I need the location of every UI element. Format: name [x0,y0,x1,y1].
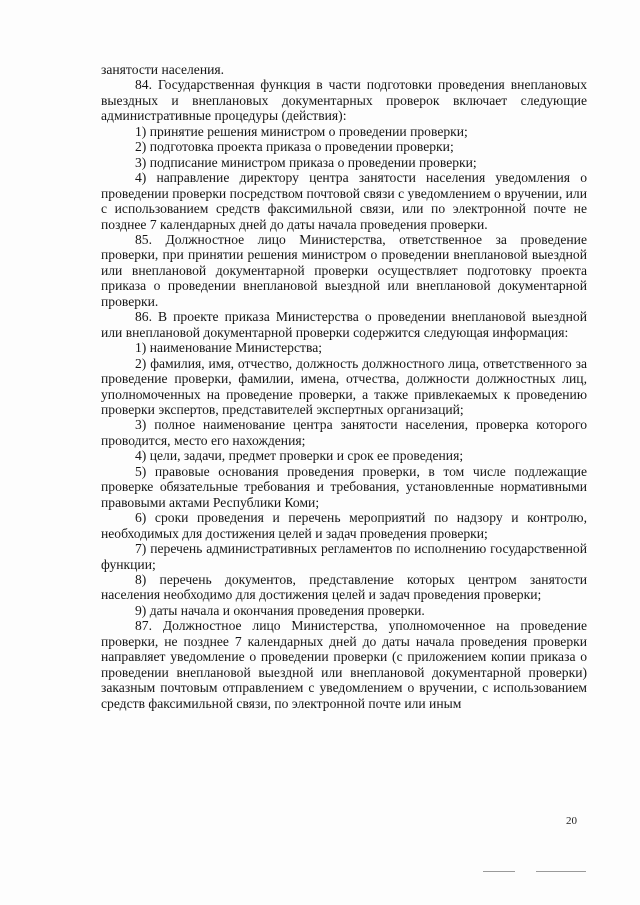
page-number: 20 [566,815,577,827]
paragraph: занятости населения. [101,62,225,77]
paragraph: 1) наименование Министерства; [135,340,323,356]
document-body [101,62,587,711]
paragraph: 4) цели, задачи, предмет проверки и срок ее проведения; [135,448,464,464]
paragraph: 84. Государственная функция в части подготовки проведения внеплановых выездных и внеплановых документарных проверок включает следующие административные процедуры (действия): [101,77,587,124]
paragraph: 6) сроки проведения и перечень мероприятий по надзору и контролю, необходимых для достижения целей и задач проведения проверки; [101,510,587,541]
paragraph: 1) принятие решения министром о проведении проверки; [135,123,468,139]
paragraph: 5) правовые основания проведения проверки, в том числе подлежащие проверке обязательные требования и требования, установленные нормативными правовыми актами Республики Коми; [101,463,587,510]
paragraph: 2) фамилия, имя, отчество, должность должностного лица, ответственного за проведение проверки, фамилии, имена, отчества, должности должностных лиц, уполномоченных на проведение проверки, а также привлекаемых к проведению проверки экспертов, представителей экспертных организаций; [101,355,587,417]
paragraph: 7) перечень административных регламентов по исполнению государственной функции; [101,541,587,572]
paragraph: 3) полное наименование центра занятости населения, проверка которого проводится, место его нахождения; [101,417,587,448]
paragraph: 85. Должностное лицо Министерства, ответственное за проведение проверки, при принятии решения министром о проведении внеплановой выездной или внеплановой документарной проверки осуществляет подготовку проекта приказа о проведении внеплановой выездной или внеплановой документарной проверки. [101,231,587,309]
scan-artifact [536,871,586,872]
paragraph: 86. В проекте приказа Министерства о проведении внеплановой выездной или внеплановой документарной проверки содержится следующая информация: [101,309,587,340]
paragraph: 87. Должностное лицо Министерства, уполномоченное на проведение проверки, не позднее 7 календарных дней до даты начала проведения проверки направляет уведомление о проведении проверки (с приложением копии приказа о проведении внеплановой выездной или внеплановой документарной проверки) заказным почтовым отправлением с уведомлением о вручении, с использованием средств факсимильной связи, по электронной почте или иным [101,618,587,711]
scan-artifact [483,871,515,872]
paragraph: 9) даты начала и окончания проведения проверки. [135,602,425,618]
paragraph: 8) перечень документов, представление которых центром занятости населения необходимо для достижения целей и задач проведения проверки; [101,571,587,603]
paragraph: 2) подготовка проекта приказа о проведении проверки; [135,139,454,155]
paragraph: 3) подписание министром приказа о проведении проверки; [135,154,477,170]
paragraph: 4) направление директору центра занятости населения уведомления о проведении проверки посредством почтовой связи с уведомлением о вручении, или с использованием средств факсимильной связи, или по электронной почте не позднее 7 календарных дней до даты начала проведения проверки. [101,170,587,232]
